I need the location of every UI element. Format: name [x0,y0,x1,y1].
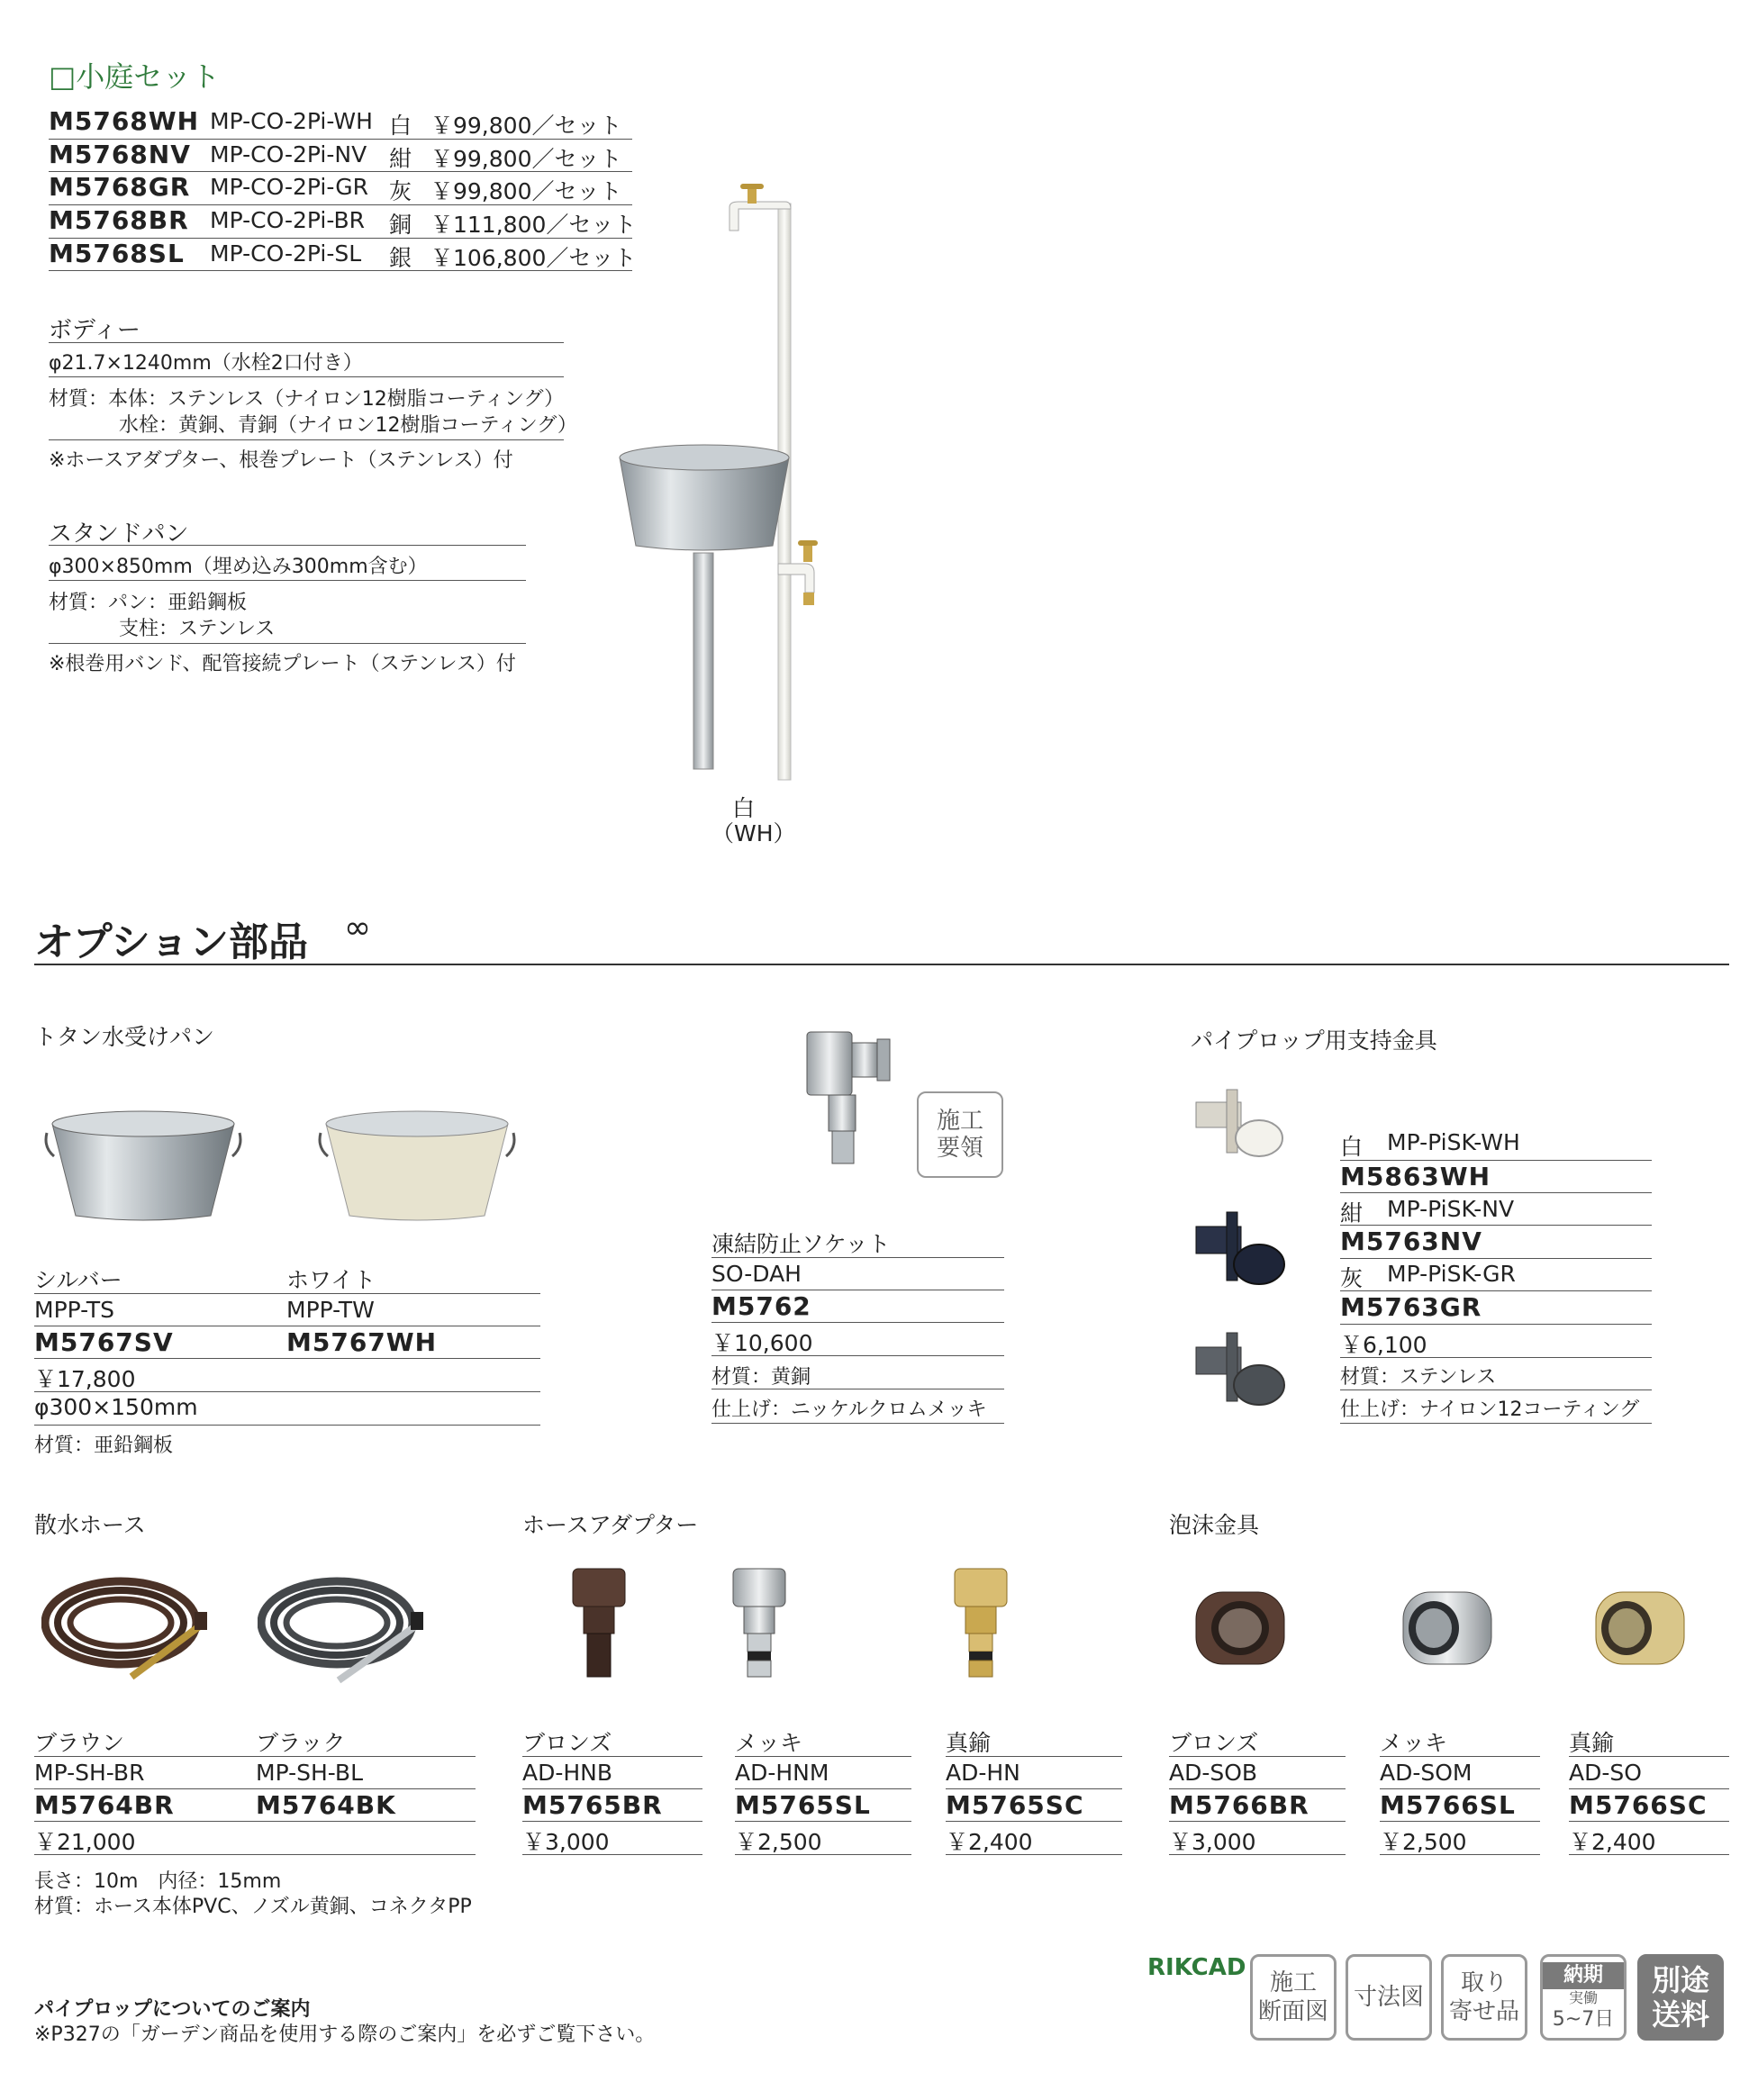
set-model-2: MP-CO-2Pi-NV [210,141,367,167]
body-spec-size: φ21.7×1240mm（水栓2口付き） [49,352,363,375]
socket-code: M5762 [711,1291,811,1321]
hose-code-black: M5764BK [256,1790,396,1820]
bracket-navy-image [1191,1207,1290,1297]
aerator-label-bronze: ブロンズ [1169,1730,1259,1756]
socket-image [802,1025,910,1169]
product-caption-color: 白 [732,795,756,821]
hose-model-black: MP-SH-BL [256,1760,363,1786]
aerator-price-bronze: ￥3,000 [1169,1829,1256,1855]
adapter-brass-image [949,1563,1012,1680]
aerator-model-bronze: AD-SOB [1169,1760,1258,1786]
stand-spec-material-2: 支柱：ステンレス [119,618,276,640]
set-model-1: MP-CO-2Pi-WH [210,108,373,134]
bracket-color-grey: 灰 [1340,1265,1364,1291]
stand-spec-note: ※根巻用バンド、配管接続プレート（ステンレス）付 [49,653,516,675]
pan-title: トタン水受けパン [34,1024,215,1050]
bracket-title: パイプロップ用支持金具 [1191,1027,1437,1054]
pan-price: ￥17,800 [34,1366,136,1392]
set-model-4: MP-CO-2Pi-BR [210,207,365,233]
body-spec-material-2: 水栓：黄銅、青銅（ナイロン12樹脂コーティング） [119,414,577,437]
bracket-grey-image [1191,1327,1290,1417]
socket-model: SO-DAH [711,1261,802,1287]
delivery-badge-title: 納期 [1543,1962,1624,1989]
stand-spec-size: φ300×850mm（埋め込み300mm含む） [49,556,428,578]
set-price-1: ￥99,800／セット [430,113,622,139]
hose-title: 散水ホース [34,1512,146,1538]
hose-material: 材質：ホース本体PVC、ノズル黄銅、コネクタPP [34,1896,472,1918]
bracket-price: ￥6,100 [1340,1332,1427,1358]
set-color-3: 灰 [389,178,412,204]
set-model-5: MP-CO-2Pi-SL [210,240,362,267]
adapter-label-bronze: ブロンズ [522,1730,612,1756]
aerator-code-bronze: M5766BR [1169,1790,1309,1820]
options-heading: オプション部品 [34,919,309,965]
bracket-model-grey: MP-PiSK-GR [1387,1261,1516,1287]
pan-material: 材質：亜鉛鋼板 [34,1435,174,1457]
dimension-drawing-badge [1346,1954,1432,2041]
footer-title: パイプロップについてのご案内 [34,1998,311,2021]
hose-black-image [258,1569,429,1695]
socket-construction-badge [917,1091,1003,1178]
adapter-plated-image [728,1563,791,1680]
shipping-badge-text: 別途 送料 [1651,1963,1709,2032]
set-code-4: M5768BR [49,205,189,235]
adapter-price-plated: ￥2,500 [735,1829,822,1855]
set-color-5: 銀 [389,245,412,271]
aerator-label-plated: メッキ [1380,1730,1448,1756]
hose-size: 長さ：10m 内径：15mm [34,1870,282,1893]
set-price-3: ￥99,800／セット [430,178,622,204]
aerator-code-brass: M5766SC [1569,1790,1708,1820]
aerator-title: 泡沫金具 [1169,1512,1260,1538]
delivery-badge-days: 5~7日 [1552,2008,1615,2031]
set-model-3: MP-CO-2Pi-GR [210,174,369,200]
bracket-model-white: MP-PiSK-WH [1387,1129,1520,1155]
aerator-plated-image [1398,1578,1497,1677]
aerator-model-plated: AD-SOM [1380,1760,1473,1786]
aerator-code-plated: M5766SL [1380,1790,1516,1820]
hose-label-brown: ブラウン [34,1730,125,1756]
stand-spec-title: スタンドパン [49,520,189,548]
pan-label-white: ホワイト [286,1267,376,1293]
adapter-code-brass: M5765SC [946,1790,1084,1820]
adapter-title: ホースアダプター [522,1512,699,1538]
pan-code-silver: M5767SV [34,1327,174,1357]
adapter-label-brass: 真鍮 [946,1730,992,1756]
bracket-material: 材質：ステンレス [1340,1366,1497,1389]
delivery-badge-sub: 実働 [1568,1989,1598,2006]
order-item-badge [1441,1954,1527,2041]
aerator-brass-image [1590,1578,1690,1677]
garden-faucet-stand-image [612,177,820,789]
hose-label-black: ブラック [256,1730,346,1756]
dimension-drawing-badge-text: 寸法図 [1353,1984,1424,2011]
set-price-4: ￥111,800／セット [430,212,637,238]
footer-note: ※P327の「ガーデン商品を使用する際のご案内」を必ずご覧下さい。 [34,2023,656,2046]
adapter-code-plated: M5765SL [735,1790,871,1820]
body-spec-title: ボディー [49,317,140,344]
bracket-white-image [1191,1086,1290,1167]
set-code-5: M5768SL [49,239,185,268]
bracket-color-white: 白 [1340,1134,1364,1160]
adapter-bronze-image [567,1563,630,1680]
body-spec-material-1: 材質：本体：ステンレス（ナイロン12樹脂コーティング） [49,388,565,411]
infinity-icon: ∞ [344,910,371,946]
bracket-finish: 仕上げ：ナイロン12コーティング [1340,1398,1640,1421]
order-item-badge-text: 取り 寄せ品 [1448,1969,1519,2025]
product-caption-code: （WH） [711,820,796,846]
set-price-2: ￥99,800／セット [430,146,622,172]
pan-silver-image [43,1106,243,1223]
aerator-price-plated: ￥2,500 [1380,1829,1467,1855]
set-code-3: M5768GR [49,172,191,202]
hose-code-brown: M5764BR [34,1790,175,1820]
set-price-5: ￥106,800／セット [430,245,637,271]
hose-brown-image [41,1569,213,1695]
adapter-code-bronze: M5765BR [522,1790,663,1820]
adapter-label-plated: メッキ [735,1730,803,1756]
aerator-bronze-image [1191,1578,1290,1677]
hose-price: ￥21,000 [34,1829,136,1855]
socket-material: 材質：黄銅 [711,1366,811,1389]
bracket-model-navy: MP-PiSK-NV [1387,1196,1515,1222]
pan-model-white: MPP-TW [286,1297,375,1323]
bracket-color-navy: 紺 [1340,1200,1364,1227]
body-spec-note: ※ホースアダプター、根巻プレート（ステンレス）付 [49,449,513,472]
set-color-2: 紺 [389,146,412,172]
set-color-4: 銅 [389,212,412,238]
adapter-price-bronze: ￥3,000 [522,1829,610,1855]
shipping-badge [1637,1954,1724,2041]
bracket-code-grey: M5763GR [1340,1292,1482,1322]
set-code-2: M5768NV [49,140,191,169]
pan-code-white: M5767WH [286,1327,438,1357]
section-drawing-badge-text: 施工 断面図 [1257,1969,1328,2025]
socket-finish: 仕上げ：ニッケルクロムメッキ [711,1398,987,1421]
adapter-model-plated: AD-HNM [735,1760,829,1786]
bracket-code-white: M5863WH [1340,1162,1491,1191]
pan-model-silver: MPP-TS [34,1297,115,1323]
set-heading: □小庭セット [49,59,221,94]
aerator-label-brass: 真鍮 [1569,1730,1615,1756]
pan-label-silver: シルバー [34,1267,122,1293]
rikcad-logo: RIKCAD [1147,1954,1246,1981]
adapter-model-bronze: AD-HNB [522,1760,613,1786]
adapter-model-brass: AD-HN [946,1760,1020,1786]
socket-badge-text: 施工 要領 [936,1108,983,1162]
pan-size: φ300×150mm [34,1394,198,1420]
hose-model-brown: MP-SH-BR [34,1760,145,1786]
socket-price: ￥10,600 [711,1330,813,1356]
bracket-code-navy: M5763NV [1340,1227,1482,1256]
adapter-price-brass: ￥2,400 [946,1829,1033,1855]
aerator-model-brass: AD-SO [1569,1760,1642,1786]
section-drawing-badge [1250,1954,1337,2041]
set-color-1: 白 [389,113,412,139]
delivery-badge [1540,1954,1627,2041]
socket-title: 凍結防止ソケット [711,1231,891,1257]
aerator-price-brass: ￥2,400 [1569,1829,1656,1855]
set-code-1: M5768WH [49,106,200,136]
stand-spec-material-1: 材質：パン：亜鉛鋼板 [49,592,248,614]
pan-white-image [317,1106,517,1223]
